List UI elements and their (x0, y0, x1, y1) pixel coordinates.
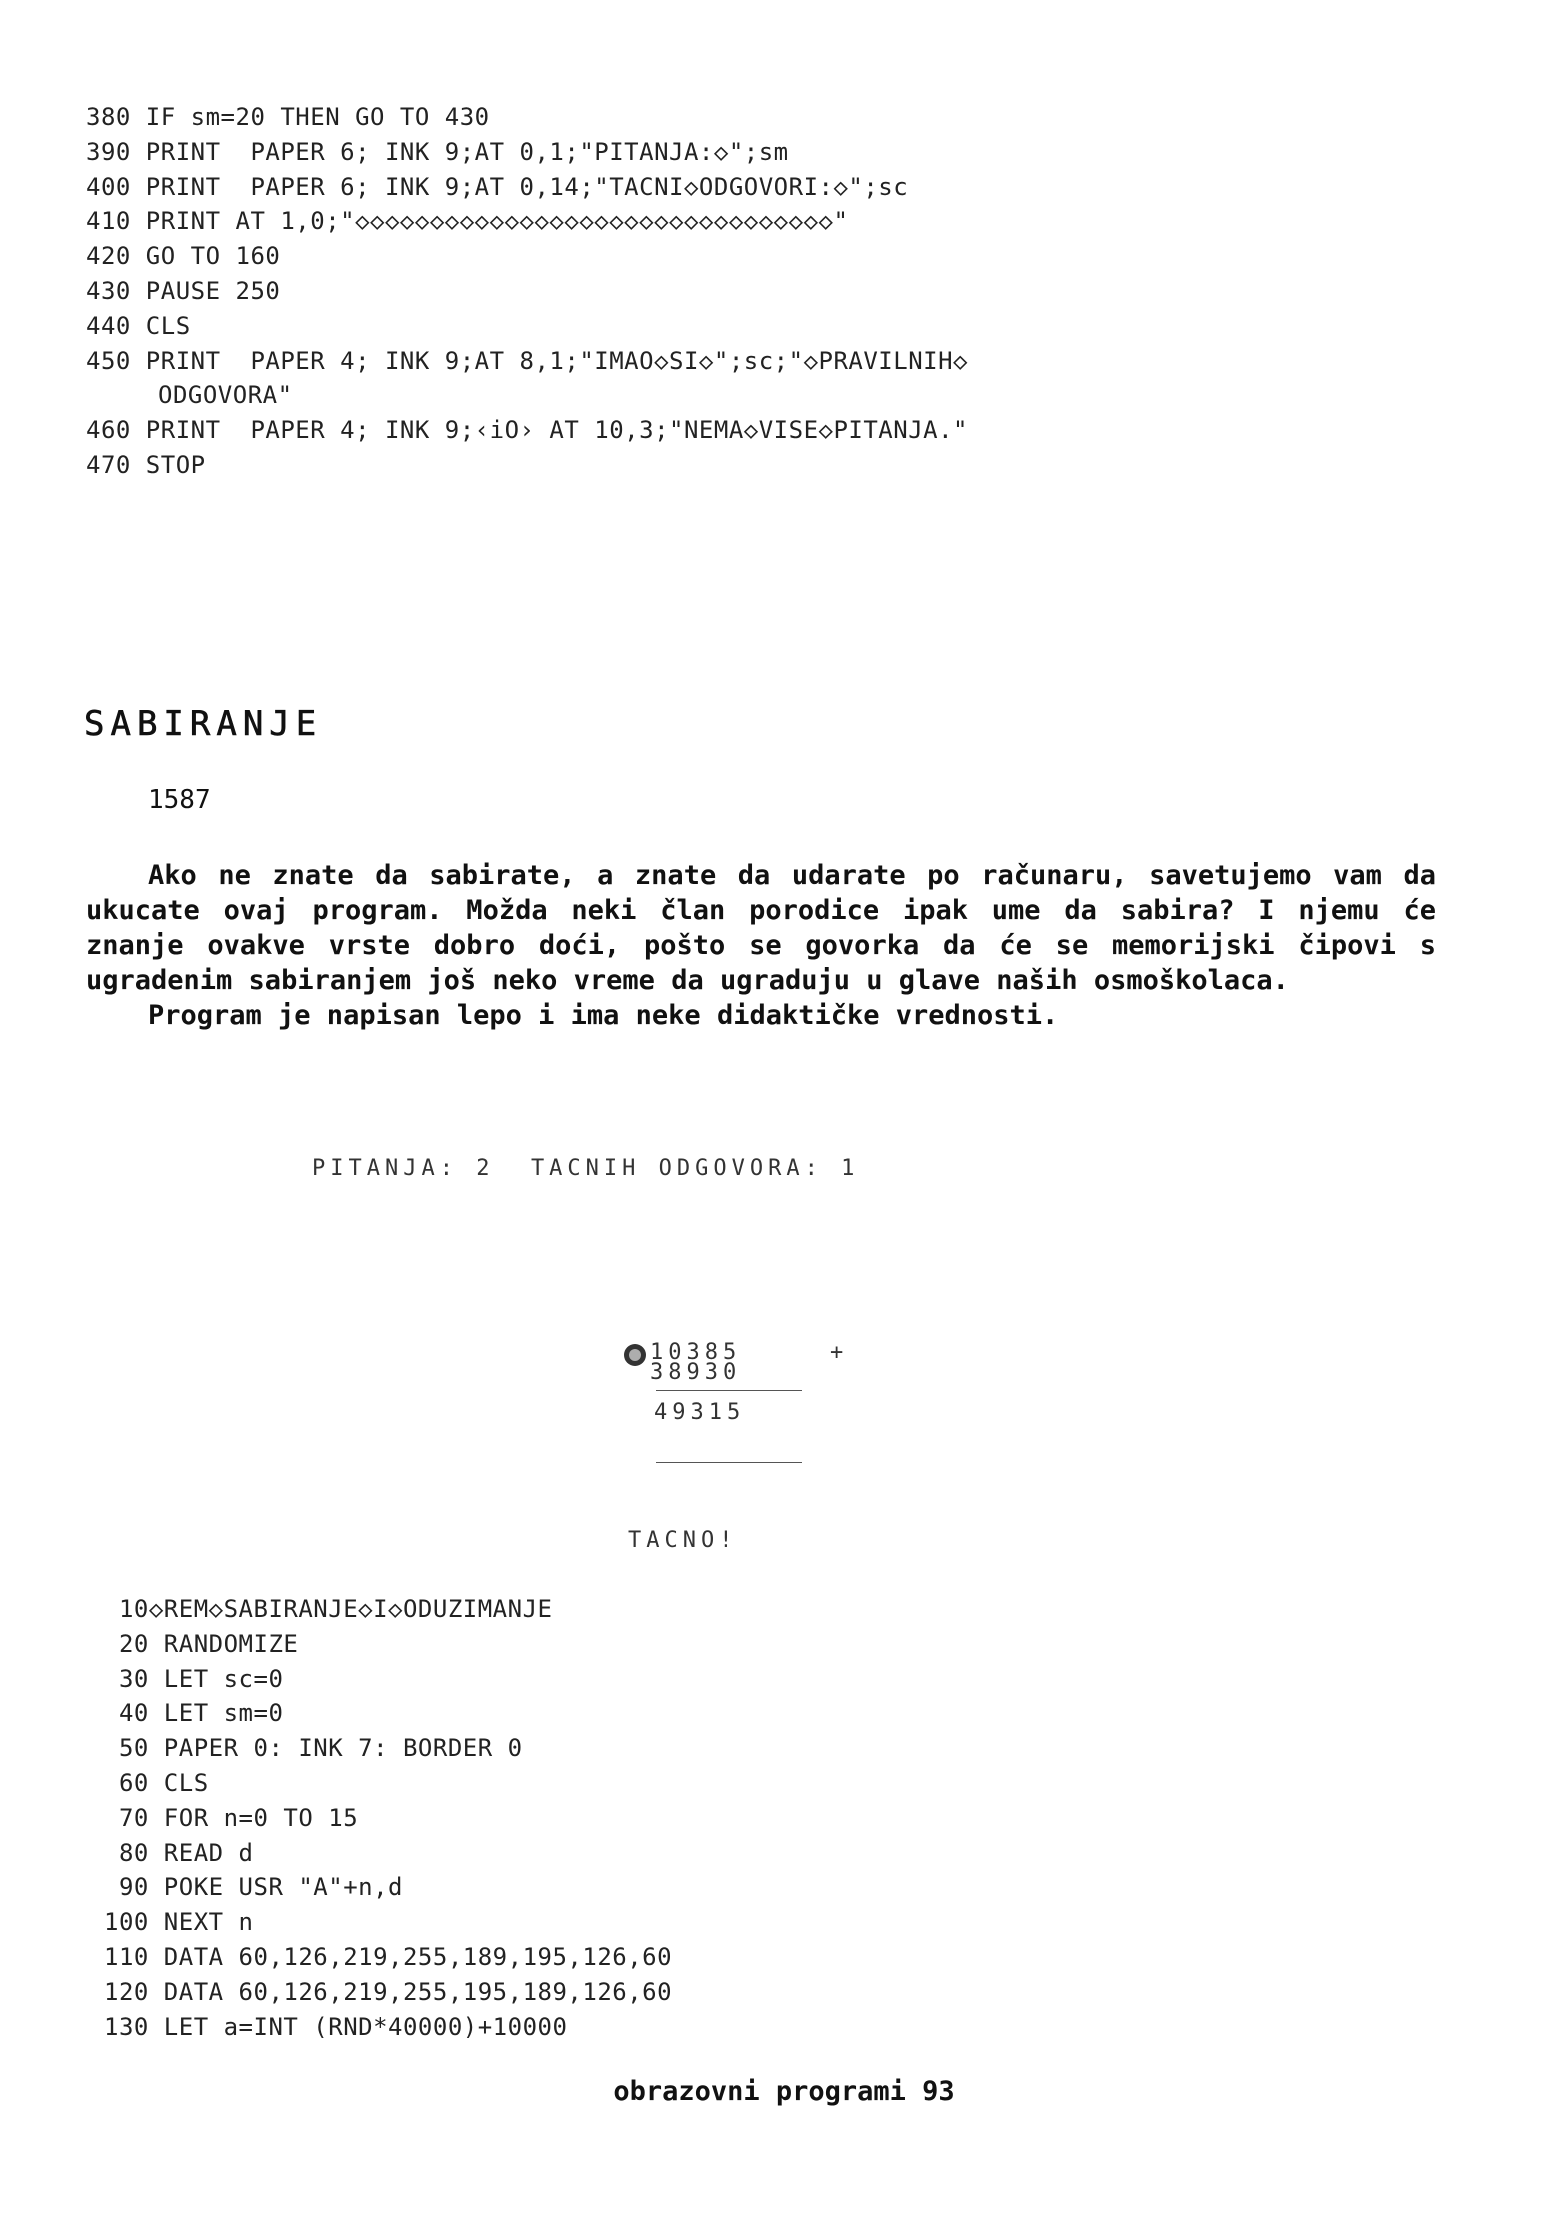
sum-result: 49315 (654, 1400, 746, 1425)
body-paragraph: Program je napisan lepo i ima neke didaktičke vrednosti. (148, 1000, 1059, 1031)
code-line: 460 PRINT PAPER 4; INK 9;‹iO› AT 10,3;"NEMA◇VISE◇PITANJA." (86, 416, 969, 445)
code-line: 70 FOR n=0 TO 15 (104, 1803, 359, 1832)
code-line: 420 GO TO 160 (86, 242, 281, 271)
code-line: 100 NEXT n (104, 1908, 254, 1937)
score-status-line: PITANJA: 2 TACNIH ODGOVORA: 1 (312, 1156, 860, 1181)
article-body (86, 858, 1436, 1033)
sum-divider (656, 1390, 802, 1391)
code-line: 400 PRINT PAPER 6; INK 9;AT 0,14;"TACNI◇ODGOVORI:◇";sc (86, 172, 909, 201)
code-line: 130 LET a=INT (RND*40000)+10000 (104, 2012, 568, 2041)
verdict-message: TACNO! (628, 1528, 738, 1553)
program-screenshot (0, 1150, 1548, 1580)
plus-sign: + (830, 1340, 849, 1365)
code-line: 60 CLS (104, 1768, 209, 1797)
second-operand: 38930 (650, 1360, 742, 1385)
code-line: 30 LET sc=0 (104, 1664, 284, 1693)
code-line: 90 POKE USR "A"+n,d (104, 1873, 403, 1902)
code-line: 110 DATA 60,126,219,255,189,195,126,60 (104, 1942, 673, 1971)
code-line: 470 STOP (86, 450, 206, 479)
first-operand: 10385 (650, 1340, 742, 1365)
code-line: 380 IF sm=20 THEN GO TO 430 (86, 103, 490, 131)
code-line: 40 LET sm=0 (104, 1699, 284, 1728)
section-title: SABIRANJE (84, 704, 323, 745)
program-number: 1587 (148, 785, 211, 815)
code-line-continuation: ODGOVORA" (158, 381, 293, 410)
body-paragraph: Ako ne znate da sabirate, a znate da udarate po računaru, savetujemo vam da ukucate ovaj program. Možda neki član porodice ipak ume da sabira? I njemu će znanje ovakve vrste dobro doći, pošto se govorka da će se memorijski čipovi s ugradenim sabiranjem još neko vreme da ugraduju u glave naših osmoškolaca. (86, 860, 1436, 996)
code-line: 450 PRINT PAPER 4; INK 9;AT 8,1;"IMAO◇SI◇";sc;"◇PRAVILNIH◇ (86, 346, 969, 375)
code-line: 10◇REM◇SABIRANJE◇I◇ODUZIMANJE (104, 1595, 553, 1623)
code-line: 390 PRINT PAPER 6; INK 9;AT 0,1;"PITANJA:◇";sm (86, 137, 789, 166)
code-line: 440 CLS (86, 311, 191, 340)
program-listing-top (86, 100, 968, 483)
code-line: 120 DATA 60,126,219,255,195,189,126,60 (104, 1977, 673, 2006)
page-footer: obrazovni programi 93 (613, 2076, 955, 2107)
code-line: 410 PRINT AT 1,0;"◇◇◇◇◇◇◇◇◇◇◇◇◇◇◇◇◇◇◇◇◇◇◇◇◇◇◇◇◇◇◇◇" (86, 207, 849, 236)
code-line: 80 READ d (104, 1838, 254, 1867)
answer-underline (656, 1462, 802, 1463)
code-line: 50 PAPER 0: INK 7: BORDER 0 (104, 1734, 523, 1763)
program-listing-bottom (104, 1592, 672, 2044)
code-line: 430 PAUSE 250 (86, 276, 281, 305)
ball-icon (624, 1344, 646, 1366)
code-line: 20 RANDOMIZE (104, 1629, 299, 1658)
